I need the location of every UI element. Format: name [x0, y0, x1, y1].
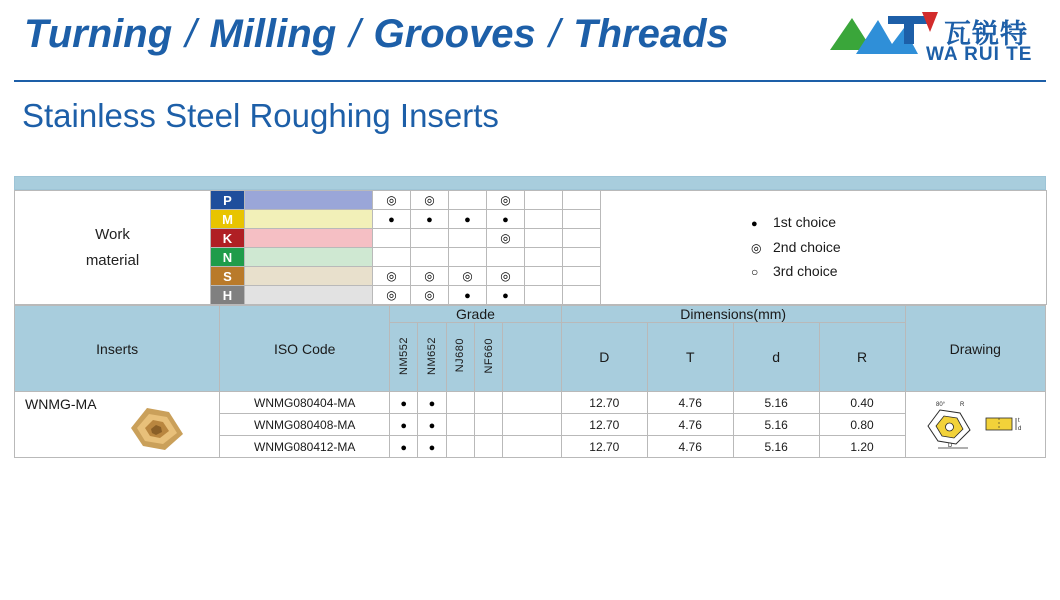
material-band-S — [245, 267, 373, 286]
insert-family-cell — [15, 392, 220, 458]
dim-D-r1: 12.70 — [561, 392, 647, 414]
table-row — [15, 392, 1046, 414]
dim-R-r2: 0.80 — [819, 414, 905, 436]
choice-cell-M-NM552 — [373, 210, 411, 229]
choice-cell-N-NM652 — [411, 248, 449, 267]
material-band-N — [245, 248, 373, 267]
material-group-H: H — [211, 286, 245, 305]
choice-cell-H-5 — [525, 286, 563, 305]
choice-cell-S-NJ680 — [449, 267, 487, 286]
dim-R-r1: 0.40 — [819, 392, 905, 414]
choice-cell-P-5 — [525, 191, 563, 210]
header-drawing: Drawing — [905, 306, 1045, 392]
grade-mark-r1-nm652 — [418, 392, 446, 414]
dim-D-r3: 12.70 — [561, 436, 647, 458]
legend-marker-2nd — [751, 236, 773, 260]
choice-cell-M-6 — [563, 210, 601, 229]
header-divider — [14, 80, 1046, 82]
sheet-top-band — [14, 176, 1046, 190]
grade-mark-r3-blank — [503, 436, 562, 458]
drawing-cell — [905, 392, 1045, 458]
iso-code-value: WNMG080412-MA — [220, 436, 390, 458]
work-material-table — [14, 190, 1047, 305]
header-grade: Grade — [390, 306, 562, 323]
work-material-label-line2: material — [85, 251, 140, 269]
grade-mark-r3-nf660 — [474, 436, 502, 458]
choice-cell-N-NJ680 — [449, 248, 487, 267]
header-dim-d: d — [733, 323, 819, 392]
table-row — [15, 191, 1047, 210]
insert-drawing-icon — [920, 396, 1030, 454]
insert-family-label: WNMG-MA — [25, 396, 97, 412]
legend-item-1st — [751, 211, 1046, 236]
choice-legend — [601, 191, 1047, 305]
header-grade-nj680-label: NJ680 — [454, 338, 467, 373]
choice-cell-K-6 — [563, 229, 601, 248]
header-dimensions: Dimensions(mm) — [561, 306, 905, 323]
material-band-P — [245, 191, 373, 210]
iso-code-value: WNMG080404-MA — [220, 392, 390, 414]
grade-mark-r3-nm552 — [390, 436, 418, 458]
header-grade-nm552 — [390, 323, 418, 392]
grade-mark-r3-nm652 — [418, 436, 446, 458]
choice-cell-P-NM652 — [411, 191, 449, 210]
choice-cell-H-NM652 — [411, 286, 449, 305]
work-material-label-line1: Work — [95, 225, 130, 243]
material-group-N: N — [211, 248, 245, 267]
choice-cell-H-NM552 — [373, 286, 411, 305]
header-title-sep-3: / — [548, 12, 561, 56]
header-dim-R: R — [819, 323, 905, 392]
header-grade-nf660-label: NF660 — [482, 337, 495, 374]
material-band-H — [245, 286, 373, 305]
header-grade-nf660 — [474, 323, 502, 392]
header-title-part-1: Turning — [24, 12, 173, 56]
choice-cell-K-NF660 — [487, 229, 525, 248]
grade-mark-r1-nm552 — [390, 392, 418, 414]
header-grade-blank — [503, 323, 562, 392]
choice-cell-N-5 — [525, 248, 563, 267]
header-title-part-4: Threads — [573, 12, 729, 56]
header-grade-nm552-label: NM552 — [397, 336, 410, 375]
dim-D-r2: 12.70 — [561, 414, 647, 436]
choice-cell-K-5 — [525, 229, 563, 248]
choice-cell-M-NF660 — [487, 210, 525, 229]
choice-cell-S-NM652 — [411, 267, 449, 286]
legend-text-2nd: 2nd choice — [773, 239, 841, 255]
header-dim-D: D — [561, 323, 647, 392]
legend-marker-3rd — [751, 260, 773, 284]
dim-T-r3: 4.76 — [647, 436, 733, 458]
grade-mark-r2-nm552 — [390, 414, 418, 436]
grade-mark-r3-nj680 — [446, 436, 474, 458]
legend-text-1st: 1st choice — [773, 214, 837, 230]
choice-cell-N-NM552 — [373, 248, 411, 267]
grade-mark-r1-nf660 — [474, 392, 502, 414]
header-iso-code: ISO Code — [220, 306, 390, 392]
grade-mark-r1-blank — [503, 392, 562, 414]
choice-cell-S-5 — [525, 267, 563, 286]
choice-cell-P-NJ680 — [449, 191, 487, 210]
material-group-S: S — [211, 267, 245, 286]
grade-mark-r2-blank — [503, 414, 562, 436]
material-band-K — [245, 229, 373, 248]
header-inserts: Inserts — [15, 306, 220, 392]
grade-mark-r2-nm652 — [418, 414, 446, 436]
header-title-sep-2: / — [349, 12, 361, 56]
logo-chinese-name: 瓦锐特 — [944, 19, 1028, 49]
svg-text:t: t — [1018, 417, 1020, 424]
iso-code-value: WNMG080408-MA — [220, 414, 390, 436]
dim-d-r2: 5.16 — [733, 414, 819, 436]
dim-R-r3: 1.20 — [819, 436, 905, 458]
page-title: Stainless Steel Roughing Inserts — [22, 97, 499, 134]
choice-cell-P-NM552 — [373, 191, 411, 210]
choice-cell-H-6 — [563, 286, 601, 305]
header-title-part-2: Milling — [209, 12, 337, 56]
svg-text:D: D — [948, 442, 953, 449]
material-group-K: K — [211, 229, 245, 248]
choice-cell-K-NJ680 — [449, 229, 487, 248]
choice-cell-P-NF660 — [487, 191, 525, 210]
logo-english-name: WA RUI TE — [926, 44, 1033, 65]
header-grade-nj680 — [446, 323, 474, 392]
header-dim-T: T — [647, 323, 733, 392]
material-band-M — [245, 210, 373, 229]
choice-cell-S-NF660 — [487, 267, 525, 286]
svg-text:d: d — [1018, 425, 1022, 432]
svg-text:80°: 80° — [936, 401, 946, 408]
material-group-P: P — [211, 191, 245, 210]
legend-item-3rd — [751, 260, 1046, 284]
material-group-M: M — [211, 210, 245, 229]
choice-cell-N-6 — [563, 248, 601, 267]
choice-cell-S-NM552 — [373, 267, 411, 286]
grade-mark-r1-nj680 — [446, 392, 474, 414]
choice-cell-P-6 — [563, 191, 601, 210]
grade-mark-r2-nj680 — [446, 414, 474, 436]
choice-cell-M-5 — [525, 210, 563, 229]
dim-d-r3: 5.16 — [733, 436, 819, 458]
spec-sheet — [14, 176, 1046, 458]
legend-marker-1st — [751, 211, 773, 236]
company-logo — [826, 10, 1046, 70]
choice-cell-M-NJ680 — [449, 210, 487, 229]
header-grade-nm652 — [418, 323, 446, 392]
grade-mark-r2-nf660 — [474, 414, 502, 436]
svg-text:R: R — [960, 401, 965, 408]
choice-cell-M-NM652 — [411, 210, 449, 229]
insert-spec-table — [14, 305, 1046, 458]
dim-T-r1: 4.76 — [647, 392, 733, 414]
choice-cell-K-NM552 — [373, 229, 411, 248]
header-title-sep-1: / — [185, 12, 197, 56]
page-header — [0, 0, 1060, 82]
header-title — [24, 12, 729, 57]
legend-text-3rd: 3rd choice — [773, 263, 838, 279]
table-header-row — [15, 306, 1046, 323]
legend-item-2nd — [751, 236, 1046, 260]
work-material-label — [15, 191, 211, 305]
header-grade-nm652-label: NM652 — [425, 336, 438, 375]
choice-cell-H-NJ680 — [449, 286, 487, 305]
choice-cell-N-NF660 — [487, 248, 525, 267]
header-title-part-3: Grooves — [373, 12, 536, 56]
choice-cell-S-6 — [563, 267, 601, 286]
choice-cell-H-NF660 — [487, 286, 525, 305]
insert-photo-icon — [125, 400, 199, 456]
dim-d-r1: 5.16 — [733, 392, 819, 414]
dim-T-r2: 4.76 — [647, 414, 733, 436]
choice-cell-K-NM652 — [411, 229, 449, 248]
